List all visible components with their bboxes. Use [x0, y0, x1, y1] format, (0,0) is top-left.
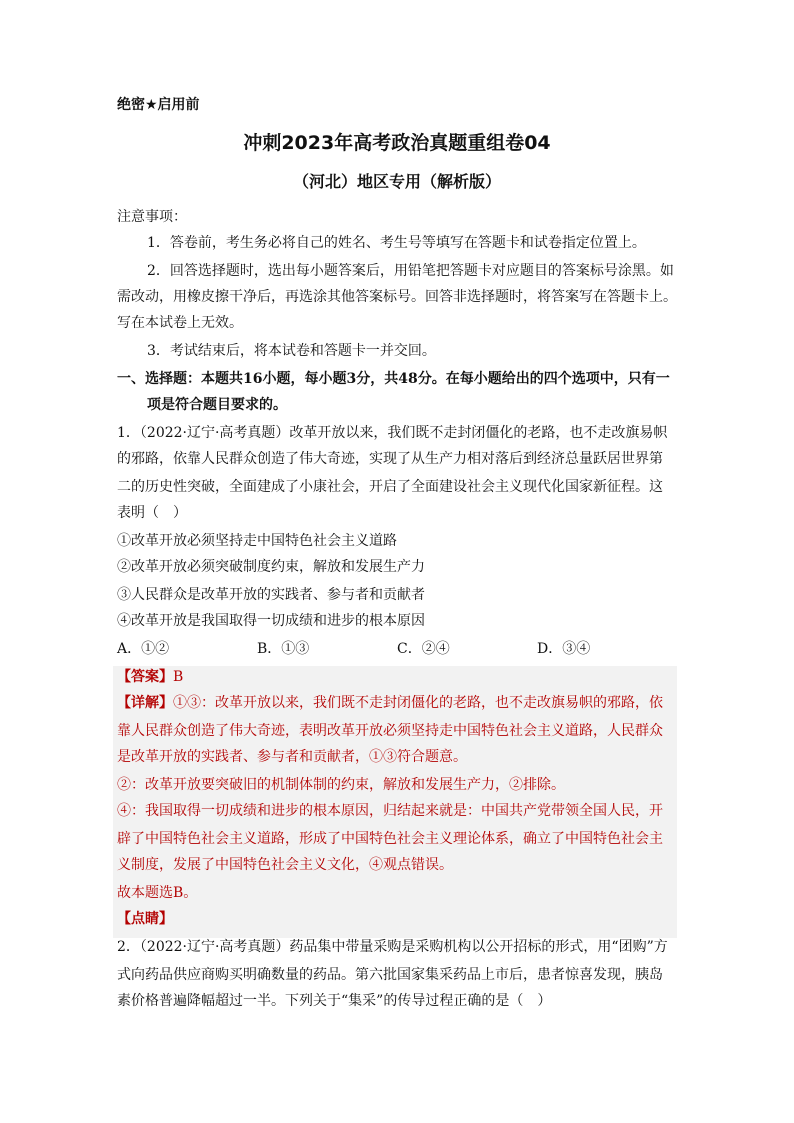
question-1-stem: 的邪路，依靠人民群众创造了伟大奇迹，实现了从生产力相对落后到经济总量跃居世界第: [117, 451, 663, 467]
option-b: B．①③: [257, 641, 310, 657]
detail-line: ②：改革开放要突破旧的机制体制的约束，解放和发展生产力，②排除。: [117, 777, 565, 793]
detail-line: ④：我国取得一切成绩和进步的根本原因，归结起来就是：中国共产党带领全国人民，开: [117, 803, 663, 819]
statement-item: ①改革开放必须坚持走中国特色社会主义道路: [117, 533, 397, 549]
question-1-stem: 二的历史性突破，全面建成了小康社会，开启了全面建设社会主义现代化国家新征程。这: [117, 479, 663, 495]
notice-item: 需改动，用橡皮擦干净后，再选涂其他答案标号。回答非选择题时，将答案写在答题卡上。: [117, 289, 677, 305]
secret-label: 绝密★启用前: [117, 97, 200, 113]
detail-line: 是改革开放的实践者、参与者和贡献者，①③符合题意。: [117, 749, 467, 765]
conclusion-line: 故本题选B。: [117, 885, 198, 901]
answer-line: [117, 667, 183, 687]
page-title: 冲刺2023年高考政治真题重组卷04: [243, 132, 551, 154]
option-a: A．①②: [117, 641, 170, 657]
notice-item: 2．回答选择题时，选出每小题答案后，用铅笔把答题卡对应题目的答案标号涂黑。如: [147, 263, 674, 279]
question-2-stem: 式向药品供应商购买明确数量的药品。第六批国家集采药品上市后，患者惊喜发现，胰岛: [117, 967, 663, 983]
answer-value: B: [173, 669, 184, 685]
notice-item: 3．考试结束后，将本试卷和答题卡一并交回。: [147, 343, 436, 359]
detail-line: 辟了中国特色社会主义道路，形成了中国特色社会主义理论体系，确立了中国特色社会主: [117, 831, 663, 847]
statement-item: ③人民群众是改革开放的实践者、参与者和贡献者: [117, 587, 425, 603]
question-2-stem: 2．（2022·辽宁·高考真题）药品集中带量采购是采购机构以公开招标的形式，用“团购”方: [117, 939, 668, 955]
option-c: C．②④: [397, 641, 450, 657]
statement-item: ④改革开放是我国取得一切成绩和进步的根本原因: [117, 613, 425, 629]
detail-text: ①③：改革开放以来，我们既不走封闭僵化的老路，也不走改旗易帜的邪路，依: [173, 695, 663, 711]
detail-tag: 【详解】: [117, 695, 173, 711]
answer-tag: 【答案】: [117, 669, 173, 685]
options-row: [117, 639, 677, 659]
detail-line: 义制度，发展了中国特色社会主义文化，④观点错误。: [117, 857, 453, 873]
detail-line: [117, 693, 663, 713]
section-heading-cont: 项是符合题目要求的。: [147, 397, 287, 413]
notice-item: 1．答卷前，考生务必将自己的姓名、考生号等填写在答题卡和试卷指定位置上。: [147, 235, 646, 251]
detail-line: 靠人民群众创造了伟大奇迹，表明改革开放必须坚持走中国特色社会主义道路，人民群众: [117, 723, 663, 739]
section-heading: 一、选择题：本题共16小题，每小题3分，共48分。在每小题给出的四个选项中，只有一: [117, 371, 670, 387]
question-1-stem: 表明（ ）: [117, 505, 187, 521]
page-subtitle: （河北）地区专用（解析版）: [292, 172, 501, 191]
question-2-stem: 素价格普遍降幅超过一半。下列关于“集采”的传导过程正确的是（ ）: [117, 993, 552, 1009]
question-1-stem: 1．（2022·辽宁·高考真题）改革开放以来，我们既不走封闭僵化的老路，也不走改旗易帜: [117, 425, 668, 441]
option-d: D．③④: [537, 641, 591, 657]
statement-item: ②改革开放必须突破制度约束，解放和发展生产力: [117, 559, 425, 575]
notice-heading: 注意事项：: [117, 209, 187, 225]
comment-tag: 【点睛】: [117, 911, 173, 927]
notice-item: 写在本试卷上无效。: [117, 315, 243, 331]
